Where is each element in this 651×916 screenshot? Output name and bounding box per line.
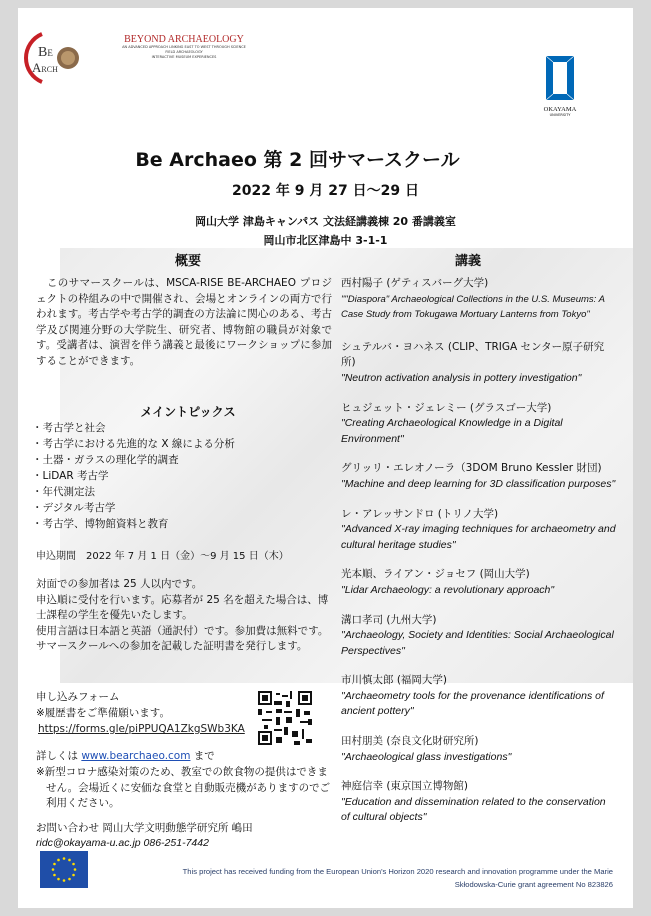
lecture-speaker: グリッリ・エレオノーラ（3DOM Bruno Kessler 財団) bbox=[341, 462, 602, 475]
eu-star-icon bbox=[72, 863, 75, 866]
beyond-archaeology-logo-text bbox=[84, 34, 284, 60]
beyond-sub-1: AN ADVANCED APPROACH LINKING EAST TO WEST THROUGH SCIENCE bbox=[122, 45, 246, 49]
svg-text:ARCH: ARCH bbox=[32, 60, 58, 75]
lecture-title: "Machine and deep learning for 3D classification purposes" bbox=[341, 477, 616, 490]
lecture-title: "Archaeometry tools for the provenance identifications of ancient pottery" bbox=[341, 689, 604, 718]
topic-item: ・ デジタル考古学 bbox=[32, 500, 332, 516]
topic-item: ・ 考古学と社会 bbox=[32, 420, 332, 436]
okayama-emblem-icon bbox=[542, 54, 578, 102]
funding-line-2: Skłodowska-Curie grant agreement No 823826 bbox=[454, 880, 613, 889]
cv-note: ※履歴書をご準備願います。 bbox=[36, 707, 170, 719]
svg-text:BE: BE bbox=[38, 45, 53, 60]
eu-star-icon bbox=[74, 868, 77, 871]
qr-code[interactable] bbox=[258, 691, 312, 745]
beyond-sub-3: INTERACTIVE MUSEUM EXPERIENCES bbox=[151, 55, 217, 59]
topics-heading: メイントピックス bbox=[140, 405, 236, 419]
lecture-item bbox=[341, 567, 616, 598]
lecture-speaker: 西村陽子 (ゲティスバーグ大学) bbox=[341, 277, 489, 289]
application-form-label: 申し込みフォーム bbox=[36, 691, 120, 703]
lecture-speaker: 市川慎太郎 (福岡大学) bbox=[341, 674, 448, 687]
lecture-item bbox=[341, 779, 616, 826]
lecture-title: "Advanced X-ray imaging techniques for archaeometry and cultural heritage studies" bbox=[341, 523, 616, 551]
topic-item: ・ 考古学、博物館資料と教育 bbox=[32, 516, 332, 532]
lecture-item bbox=[341, 340, 616, 387]
event-address: 岡山市北区津島中 3-1-1 bbox=[263, 234, 388, 247]
eu-flag-icon bbox=[40, 851, 88, 888]
okayama-university-logo bbox=[534, 54, 586, 117]
details-prefix: 詳しくは bbox=[36, 750, 82, 762]
website-link[interactable]: www.bearchaeo.com bbox=[81, 750, 191, 762]
eu-star-icon bbox=[53, 863, 56, 866]
be-archaeo-logo bbox=[24, 30, 84, 86]
okayama-sub: UNIVERSITY bbox=[549, 113, 571, 117]
eu-star-icon bbox=[53, 874, 56, 877]
lecture-item bbox=[341, 734, 616, 765]
lecture-title: "Creating Archaeological Knowledge in a Digital Environment" bbox=[341, 417, 563, 445]
eu-star-icon bbox=[72, 874, 75, 877]
lecture-item bbox=[341, 507, 616, 554]
eu-star-icon bbox=[63, 879, 66, 882]
lecture-item bbox=[341, 673, 616, 720]
lecture-speaker: シュテルバ・ヨハネス (CLIP、TRIGA センター原子研究所) bbox=[341, 340, 605, 369]
lecture-speaker: レ・アレッサンドロ (トリノ大学) bbox=[341, 507, 499, 520]
eu-star-icon bbox=[68, 878, 71, 881]
eu-star-icon bbox=[63, 857, 66, 860]
lecture-speaker: 神庭信幸 (東京国立博物館) bbox=[341, 780, 469, 793]
details-suffix: まで bbox=[190, 750, 215, 762]
funding-statement bbox=[98, 865, 613, 891]
event-venue: 岡山大学 津島キャンパス 文法経講義棟 20 番講義室 bbox=[195, 215, 456, 228]
lecture-title: "Archaeological glass investigations" bbox=[341, 750, 512, 763]
lecture-title: "Education and dissemination related to the conservation of cultural objects" bbox=[341, 795, 606, 824]
lecture-item bbox=[341, 613, 616, 660]
lecture-item bbox=[341, 401, 616, 448]
lecture-title: "Lidar Archaeology: a revolutionary approach" bbox=[341, 583, 555, 596]
okayama-name: OKAYAMA bbox=[543, 106, 577, 113]
overview-text: このサマースクールは、MSCA-RISE BE-ARCHAEO プロジェクトの枠組みの中で開催され、会場とオンラインの両方で行われます。考古学や考古学的調査の方法論に関心のある、考古学及び関連分野の大学院生、研究者、博物館の職員が対象です。受講者は、演習を伴う講義と最後にワークショップに参加することができます。 bbox=[36, 277, 332, 367]
lectures-heading: 講義 bbox=[454, 254, 481, 269]
beyond-sub-2: FIELD ARCHAEOLOGY bbox=[165, 50, 203, 54]
topic-item: ・ LiDAR 考古学 bbox=[32, 468, 332, 484]
lecture-title: "Neutron activation analysis in pottery investigation" bbox=[341, 371, 582, 384]
topics-list bbox=[32, 420, 332, 532]
contact-line: お問い合わせ 岡山大学文明動態学研究所 嶋田 bbox=[36, 822, 253, 834]
lecture-item bbox=[341, 276, 616, 323]
eu-star-icon bbox=[57, 859, 60, 862]
eu-star-icon bbox=[52, 868, 55, 871]
topic-item: ・ 考古学における先進的な X 線による分析 bbox=[32, 436, 332, 452]
funding-line-1: This project has received funding from the European Union's Horizon 2020 research and innovation programme under the Marie bbox=[182, 867, 613, 876]
overview-heading: 概要 bbox=[174, 254, 201, 269]
lecture-item bbox=[341, 461, 616, 492]
topic-item: ・ 土器・ガラスの理化学的調査 bbox=[32, 452, 332, 468]
beyond-title: BEYOND ARCHAEOLOGY bbox=[124, 34, 244, 45]
lecture-speaker: 田村朋美 (奈良文化財研究所) bbox=[341, 735, 479, 748]
lecture-title: "Archaeology, Society and Identities: Social Archaeological Perspectives" bbox=[341, 629, 614, 657]
lecture-list bbox=[341, 276, 616, 826]
event-title: Be Archaeo 第 2 回サマースクール bbox=[135, 149, 460, 171]
application-period: 申込期間 2022 年 7 月 1 日（金）～9 月 15 日（木） bbox=[36, 551, 289, 562]
eu-star-icon bbox=[57, 878, 60, 881]
contact-info: ridc@okayama-u.ac.jp 086-251-7442 bbox=[36, 837, 209, 849]
details-line bbox=[36, 749, 215, 765]
participation-notes: 対面での参加者は 25 人以内です。 申込順に受付を行います。応募者が 25 名を超えた場合は、博士課程の学生を優先いたします。 使用言語は日本語と英語（通訳付）です。参加費は無料です。サマースクールへの参加を記載した証明書を発行します。 bbox=[36, 578, 329, 653]
covid-note: ※新型コロナ感染対策のため、教室での飲食物の提供はできません。会場近くに安価な食堂と自動販売機がありますのでご利用ください。 bbox=[36, 766, 331, 810]
lecture-speaker: 光本順、ライアン・ジョセフ (岡山大学) bbox=[341, 568, 530, 581]
event-dates: 2022 年 9 月 27 日～29 日 bbox=[232, 183, 419, 199]
flyer-page bbox=[18, 8, 633, 908]
lecture-title: ""Diaspora" Archaeological Collections in the U.S. Museums: A Case Study from Tokugawa Mortuary Lanterns from Tokyo" bbox=[341, 293, 605, 321]
eu-star-icon bbox=[68, 859, 71, 862]
lecture-speaker: ヒュジェット・ジェレミー (グラスゴー大学) bbox=[341, 401, 552, 414]
lecture-speaker: 溝口孝司 (九州大学) bbox=[341, 613, 437, 626]
topic-item: ・ 年代測定法 bbox=[32, 484, 332, 500]
application-form-link[interactable]: https://forms.gle/piPPUQA1ZkgSWb3KA bbox=[38, 723, 245, 735]
